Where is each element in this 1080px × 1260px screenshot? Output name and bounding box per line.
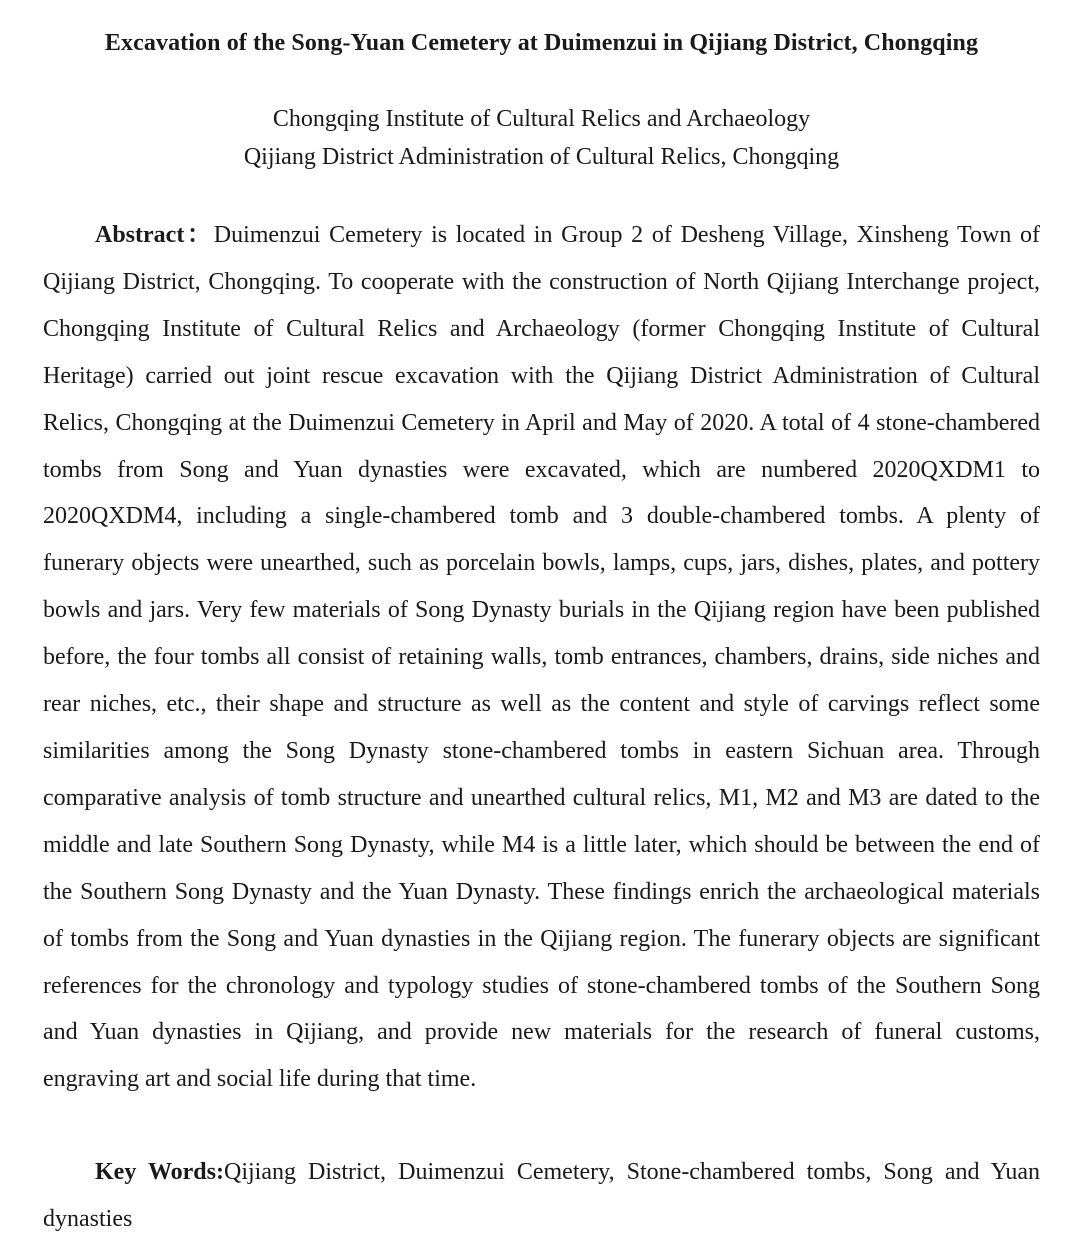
paper-title: Excavation of the Song-Yuan Cemetery at Duimenzui in Qijiang District, Chongqing [104, 30, 979, 56]
author-affiliations [43, 100, 1040, 176]
keywords-paragraph [43, 1149, 1040, 1243]
keywords-text: Qijiang District, Duimenzui Cemetery, Stone-chambered tombs, Song and Yuan dynasties [43, 1159, 1040, 1232]
abstract-label: Abstract [95, 222, 185, 248]
affiliation-line: Chongqing Institute of Cultural Relics and Archaeology [272, 106, 811, 132]
abstract-paragraph [43, 212, 1040, 1103]
keywords-label: Key Words [95, 1159, 216, 1185]
affiliation-line: Qijiang District Administration of Cultural Relics, Chongqing [243, 144, 840, 170]
keywords-separator: : [215, 1159, 224, 1185]
abstract-separator: ： [184, 222, 214, 248]
abstract-text: Duimenzui Cemetery is located in Group 2 of Desheng Village, Xinsheng Town of Qijiang District, Chongqing. To cooperate with the construction of North Qijiang Interchange project, Chongqing Institute of Cultural Relics and Archaeology (former Chongqing Institute of Cultural Heritage) carried out joint rescue excavation with the Qijiang District Administration of Cultural Relics, Chongqing at the Duimenzui Cemetery in April and May of 2020. A total of 4 stone-chambered tombs from Song and Yuan dynasties were excavated, which are numbered 2020QXDM1 to 2020QXDM4, including a single-chambered tomb and 3 double-chambered tombs. A plenty of funerary objects were unearthed, such as porcelain bowls, lamps, cups, jars, dishes, plates, and pottery bowls and jars. Very few materials of Song Dynasty burials in the Qijiang region have been published before, the four tombs all consist of retaining walls, tomb entrances, chambers, drains, side niches and rear niches, etc., their shape and structure as well as the content and style of carvings reflect some similarities among the Song Dynasty stone-chambered tombs in eastern Sichuan area. Through comparative analysis of tomb structure and unearthed cultural relics, M1, M2 and M3 are dated to the middle and late Southern Song Dynasty, while M4 is a little later, which should be between the end of the Southern Song Dynasty and the Yuan Dynasty. These findings enrich the archaeological materials of tombs from the Song and Yuan dynasties in the Qijiang region. The funerary objects are significant references for the chronology and typology studies of stone-chambered tombs of the Southern Song and Yuan dynasties in Qijiang, and provide new materials for the research of funeral customs, engraving art and social life during that time. [43, 222, 1041, 1093]
